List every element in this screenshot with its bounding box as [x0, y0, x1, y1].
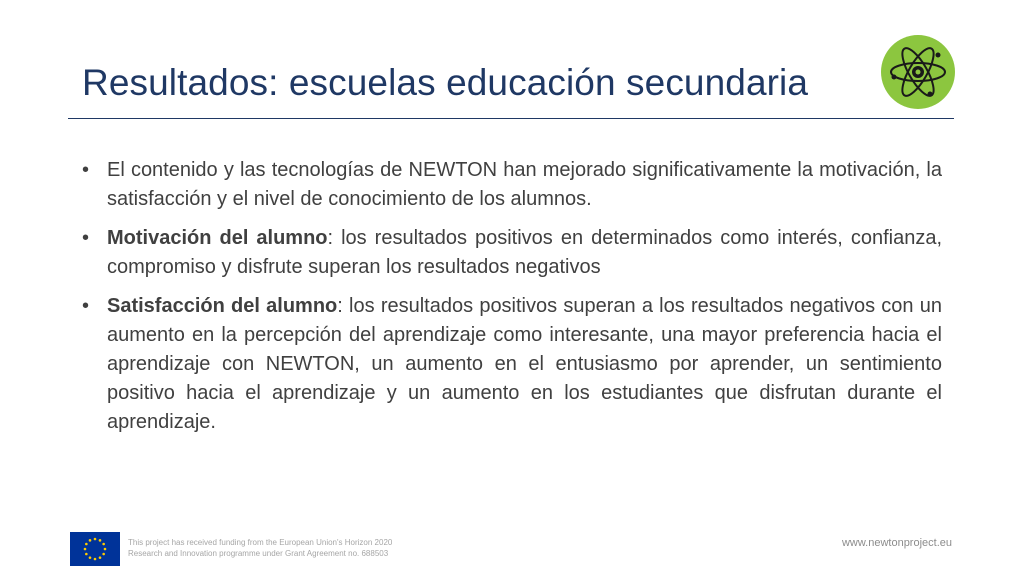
eu-star — [85, 543, 88, 546]
eu-star — [85, 553, 88, 556]
bullet-bold: Satisfacción del alumno — [107, 295, 338, 317]
bullet-text: : los resultados positivos en determinados como interés, confianza, compromiso y disfrute superan los resultados negativos — [107, 227, 942, 278]
website-url: www.newtonproject.eu — [841, 537, 952, 549]
eu-star — [102, 553, 105, 556]
eu-star — [99, 539, 102, 542]
bullet-bold: Motivación del alumno — [107, 227, 328, 249]
bullet-text: El contenido y las tecnologías de NEWTON han mejorado significativamente la motivación, la satisfacción y el nivel de conocimiento de los alumnos. — [107, 159, 942, 210]
eu-star — [94, 538, 97, 541]
slide-title: Resultados: escuelas educación secundaria — [82, 62, 809, 103]
eu-flag-icon — [70, 532, 120, 566]
bullet-list — [80, 156, 942, 447]
bullet-item — [80, 156, 942, 214]
eu-star — [104, 548, 107, 551]
eu-star — [94, 558, 97, 561]
bullet-marker: • — [82, 227, 90, 249]
funding-notice — [128, 537, 392, 559]
title-divider — [68, 118, 954, 119]
eu-star — [99, 556, 102, 559]
eu-star — [89, 539, 92, 542]
funding-line-2: Research and Innovation programme under Grant Agreement no. 688503 — [128, 549, 389, 558]
funding-line-1: This project has received funding from the European Union's Horizon 2020 — [128, 538, 393, 547]
eu-star — [102, 543, 105, 546]
bullet-item — [80, 224, 942, 282]
atom-icon — [880, 34, 956, 110]
bullet-text: : los resultados positivos superan a los resultados negativos con un aumento en la percepción del aprendizaje como interesante, una mayor preferencia hacia el aprendizaje con NEWTON, un aumento en el entusiasmo por aprender, un sentimiento positivo hacia el aprendizaje y un aumento en los estudiantes que disfrutan durante el aprendizaje. — [107, 295, 942, 433]
bullet-item — [80, 292, 942, 437]
eu-star — [89, 556, 92, 559]
bullet-marker: • — [82, 159, 90, 181]
eu-star — [84, 548, 87, 551]
bullet-marker: • — [82, 295, 90, 317]
